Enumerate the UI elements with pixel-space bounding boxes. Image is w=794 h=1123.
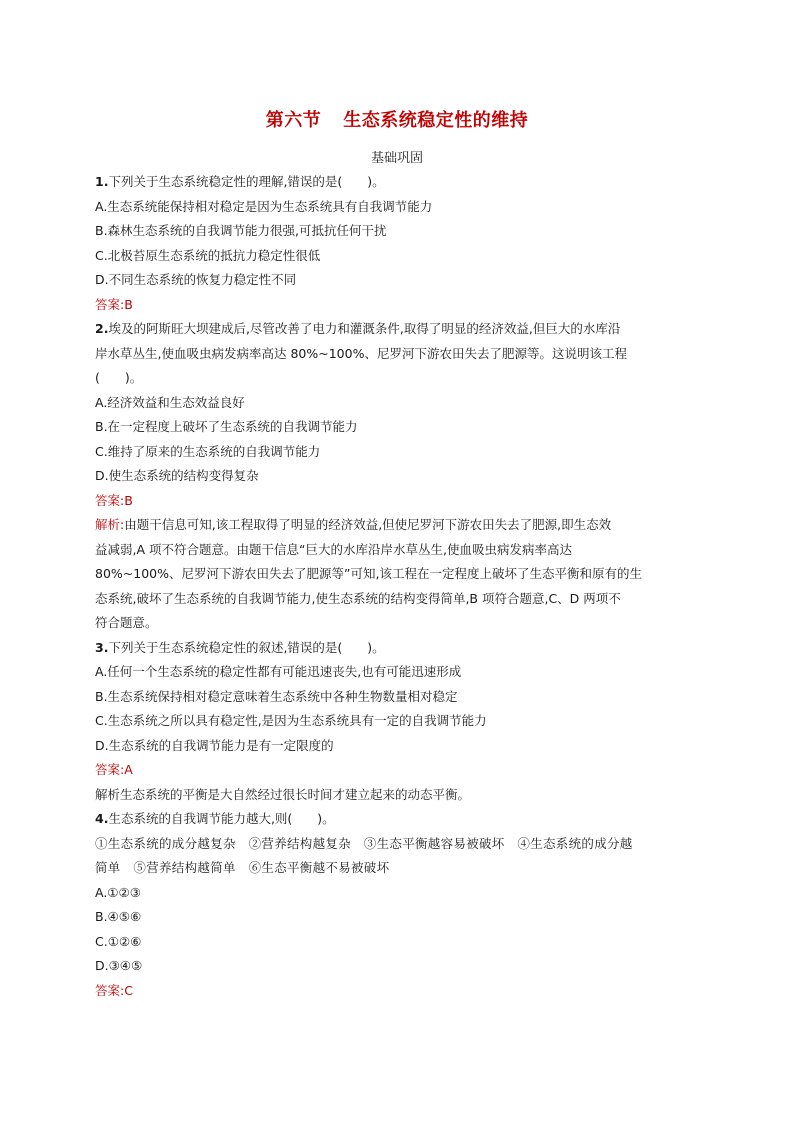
analysis-line-4: 态系统,破坏了生态系统的自我调节能力,使生态系统的结构变得简单,B 项符合题意,C、D 两项不 — [95, 590, 621, 606]
title-section-number: 第六节 — [265, 110, 322, 131]
option-a: A.生态系统能保持相对稳定是因为生态系统具有自我调节能力 — [95, 198, 433, 214]
option-b: B.森林生态系统的自我调节能力很强,可抵抗任何干扰 — [95, 223, 387, 238]
question-number: 4. — [95, 811, 109, 826]
option-b: B.在一定程度上破坏了生态系统的自我调节能力 — [95, 419, 358, 434]
question-stem-line-1: 2.埃及的阿斯旺大坝建成后,尽管改善了电力和灌溉条件,取得了明显的经济效益,但巨大的水库沿 — [95, 321, 621, 336]
analysis: 解析生态系统的平衡是大自然经过很长时间才建立起来的动态平衡。 — [95, 786, 471, 802]
question-stem: 3.下列关于生态系统稳定性的叙述,错误的是( )。 — [95, 639, 385, 655]
option-b: B.生态系统保持相对稳定意味着生态系统中各种生物数量相对稳定 — [95, 688, 458, 704]
statement-list-line-1: ①生态系统的成分越复杂 ②营养结构越复杂 ③生态平衡越容易被破坏 ④生态系统的成分越 — [95, 835, 633, 851]
section-heading: 基础巩固 — [370, 151, 423, 166]
analysis-line-3: 80%~100%、尼罗河下游农田失去了肥源等”可知,该工程在一定程度上破坏了生态平衡和原有的生 — [95, 566, 642, 581]
analysis-line-2: 益减弱,A 项不符合题意。由题干信息“巨大的水库沿岸水草丛生,使血吸虫病发病率高达 — [95, 541, 572, 557]
analysis-line-5: 符合题意。 — [95, 615, 158, 630]
answer: 答案:C — [95, 982, 133, 998]
question-stem: 4.生态系统的自我调节能力越大,则( )。 — [95, 811, 335, 826]
option-b: B.④⑤⑥ — [95, 909, 142, 924]
page-title — [95, 106, 699, 136]
question-4 — [95, 807, 699, 1003]
question-stem-line-2: 岸水草丛生,使血吸虫病发病率高达 80%~100%、尼罗河下游农田失去了肥源等。这说明该工程 — [95, 345, 627, 361]
option-a: A.①②③ — [95, 884, 141, 900]
option-c: C.北极苔原生态系统的抵抗力稳定性很低 — [95, 247, 321, 263]
analysis-line-1: 解析:由题干信息可知,该工程取得了明显的经济效益,但使尼罗河下游农田失去了肥源,即生态效 — [95, 517, 612, 532]
option-c: C.生态系统之所以具有稳定性,是因为生态系统具有一定的自我调节能力 — [95, 713, 487, 728]
question-stem: 1.下列关于生态系统稳定性的理解,错误的是( )。 — [95, 174, 385, 189]
question-stem-line-3: ( )。 — [95, 370, 143, 385]
option-a: A.经济效益和生态效益良好 — [95, 394, 245, 410]
option-d: D.使生态系统的结构变得复杂 — [95, 468, 259, 483]
question-number: 3. — [95, 639, 109, 655]
answer: 答案:A — [95, 762, 133, 777]
answer: 答案:B — [95, 296, 133, 312]
question-3 — [95, 636, 699, 808]
question-1 — [95, 170, 699, 317]
option-c: C.维持了原来的生态系统的自我调节能力 — [95, 443, 321, 459]
option-c: C.①②⑥ — [95, 933, 142, 949]
statement-list-line-2: 简单 ⑤营养结构越简单 ⑥生态平衡越不易被破坏 — [95, 860, 390, 875]
analysis-label: 解析: — [95, 517, 125, 532]
title-topic: 生态系统稳定性的维持 — [343, 110, 529, 131]
option-d: D.生态系统的自我调节能力是有一定限度的 — [95, 737, 334, 753]
question-2 — [95, 317, 699, 636]
answer: 答案:B — [95, 492, 133, 508]
option-d: D.不同生态系统的恢复力稳定性不同 — [95, 272, 297, 287]
option-a: A.任何一个生态系统的稳定性都有可能迅速丧失,也有可能迅速形成 — [95, 664, 462, 679]
option-d: D.③④⑤ — [95, 958, 143, 973]
question-number: 2. — [95, 321, 109, 336]
question-number: 1. — [95, 174, 109, 189]
